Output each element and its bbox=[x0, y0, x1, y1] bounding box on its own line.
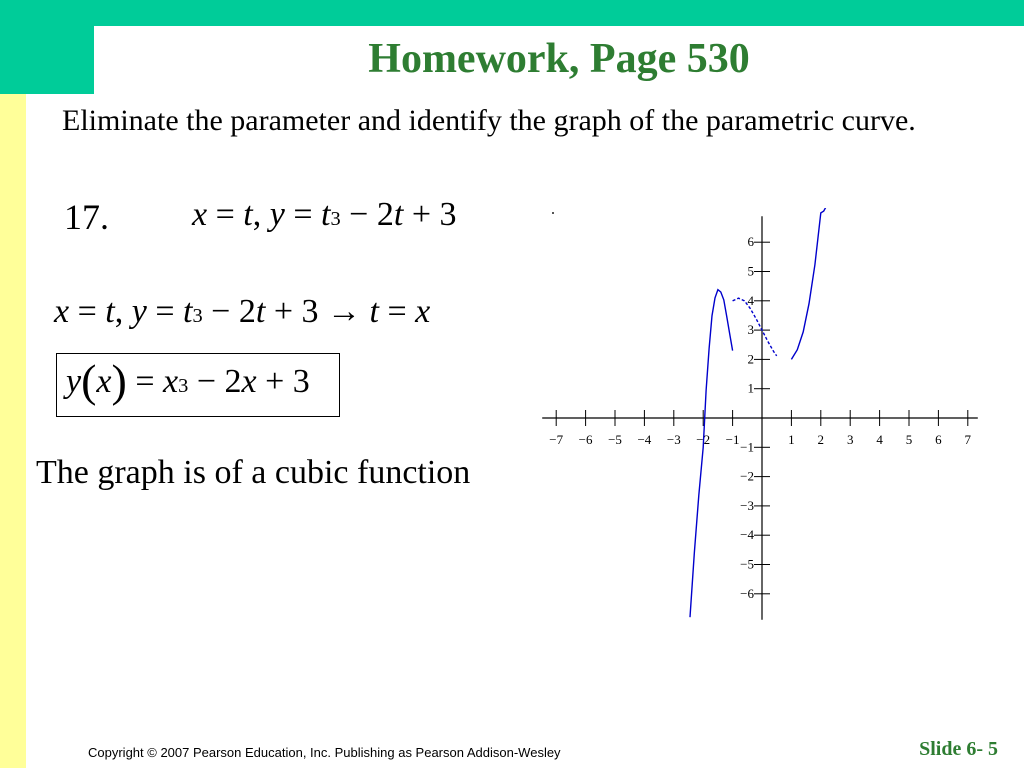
x-tick-label: −1 bbox=[725, 432, 740, 447]
equation-given: x = t, $y = t^3 - 2t + 3$ bbox=[192, 196, 457, 233]
x-tick-label: −2 bbox=[696, 432, 711, 447]
y-tick-label: 4 bbox=[747, 292, 754, 308]
conclusion-text: The graph is of a cubic function bbox=[36, 454, 471, 491]
y-tick-label: 3 bbox=[747, 322, 754, 338]
y-tick-label: −2 bbox=[740, 468, 754, 484]
curve-segment bbox=[791, 208, 826, 359]
curve-segment bbox=[733, 298, 777, 356]
y-tick-label: −4 bbox=[740, 527, 754, 543]
x-tick-label: 6 bbox=[935, 432, 942, 447]
y-tick-label: −1 bbox=[740, 439, 754, 455]
y-tick-label: 1 bbox=[747, 380, 754, 396]
x-tick-label: −5 bbox=[608, 432, 622, 447]
equation-substitution: x = t, $y = t^3 - 2t + 3 \to t = x$ bbox=[54, 293, 431, 330]
y-tick-label: −6 bbox=[740, 585, 754, 601]
x-tick-label: 4 bbox=[876, 432, 883, 447]
cubic-graph bbox=[540, 208, 985, 628]
x-tick-label: 7 bbox=[964, 432, 972, 447]
y-tick-label: −5 bbox=[740, 556, 754, 572]
x-tick-label: −4 bbox=[637, 432, 652, 447]
top-accent-bar bbox=[0, 0, 1024, 26]
instruction-text: Eliminate the parameter and identify the graph of the parametric curve. bbox=[62, 104, 916, 137]
x-tick-label: 1 bbox=[788, 432, 795, 447]
x-tick-label: 3 bbox=[846, 432, 854, 447]
problem-number: 17. bbox=[64, 197, 109, 237]
slide-number: Slide 6- 5 bbox=[919, 738, 998, 760]
x-tick-label: −3 bbox=[666, 432, 681, 447]
equation-result: $y(x) = x^3 - 2x + 3$ bbox=[66, 355, 310, 406]
curve-segment bbox=[690, 290, 733, 618]
x-tick-label: 2 bbox=[817, 432, 825, 447]
x-tick-label: −6 bbox=[578, 432, 593, 447]
y-tick-label: 2 bbox=[747, 351, 754, 367]
corner-accent-block bbox=[0, 0, 94, 94]
y-tick-label: 6 bbox=[747, 234, 754, 250]
x-tick-label: −7 bbox=[549, 432, 564, 447]
x-tick-label: 5 bbox=[905, 432, 913, 447]
left-accent-bar bbox=[0, 94, 26, 768]
slide-title: Homework, Page 530 bbox=[368, 36, 750, 82]
y-tick-label: 5 bbox=[747, 263, 754, 279]
y-tick-label: −3 bbox=[740, 497, 754, 513]
copyright-footer: Copyright © 2007 Pearson Education, Inc. Publishing as Pearson Addison-Wesley bbox=[88, 745, 561, 760]
